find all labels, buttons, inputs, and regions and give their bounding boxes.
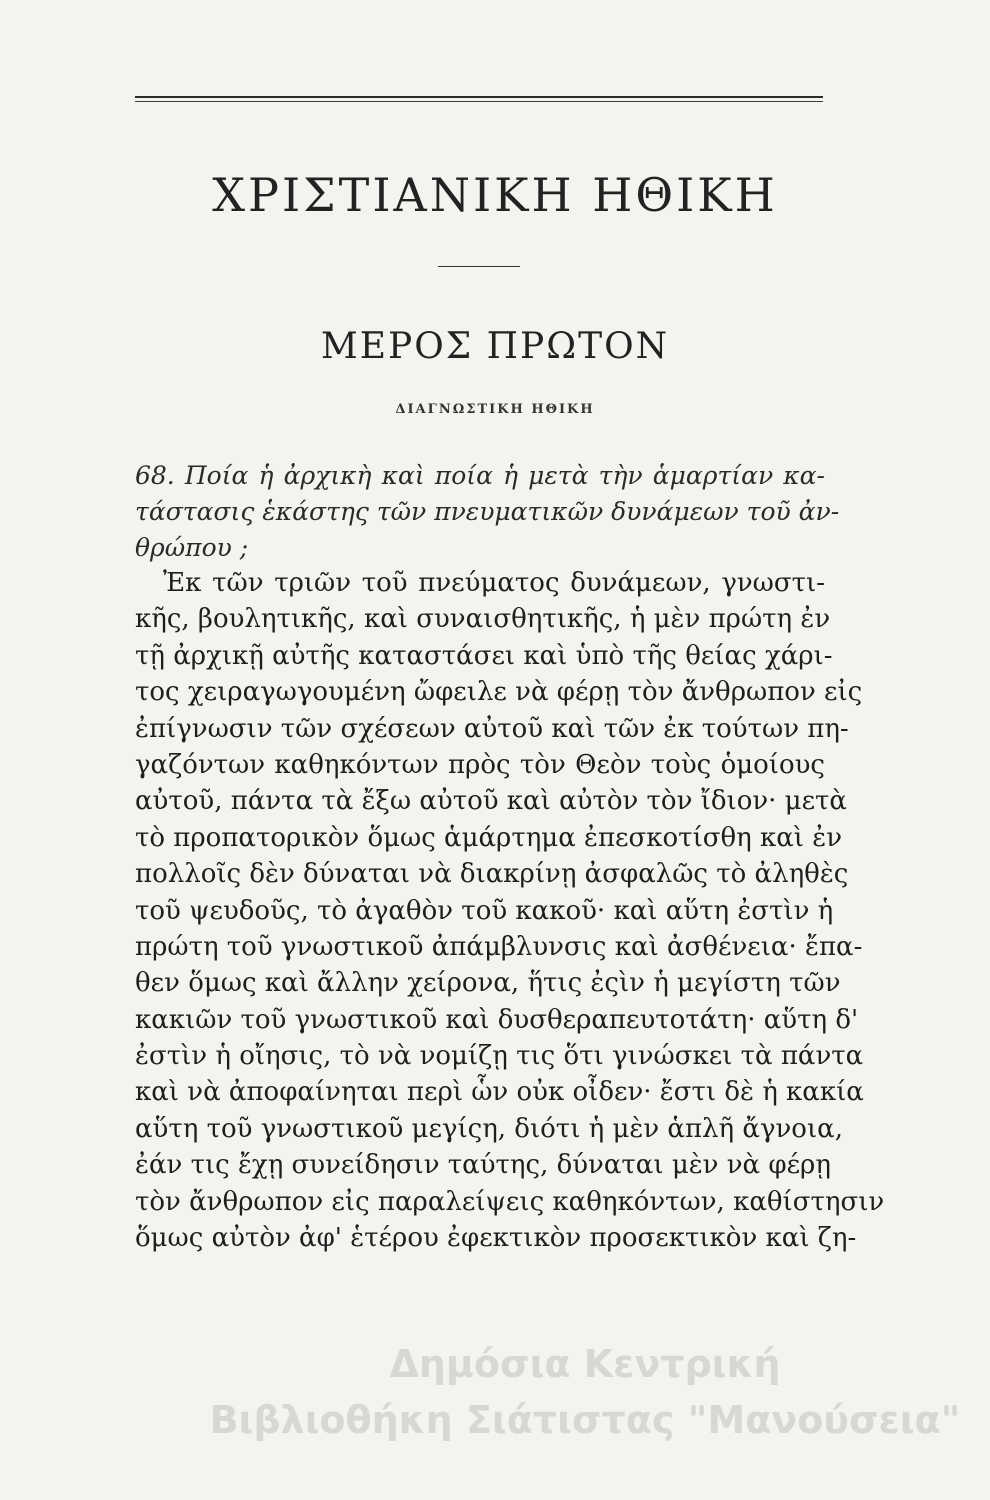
answer-line: ἐάν τις ἔχῃ συνείδησιν ταύτης, δύναται μὲν νὰ φέρῃ — [135, 1150, 831, 1181]
watermark-line: Βιβλιοθήκη Σιάτιστας "Μανούσεια" — [209, 1398, 961, 1442]
answer-line: τὸ προπατορικὸν ὅμως ἁμάρτημα ἐπεσκοτίσθη καὶ ἐν — [135, 822, 843, 853]
answer-line: αὕτη τοῦ γνωστικοῦ μεγίςη, διότι ἡ μὲν ἁπλῆ ἄγνοια, — [135, 1113, 843, 1144]
answer-line: τοῦ ψευδοῦς, τὸ ἀγαθὸν τοῦ κακοῦ· καὶ αὕτη ἐστὶν ἡ — [135, 895, 834, 926]
answer-line: ἐστὶν ἡ οἴησις, τὸ νὰ νομίζῃ τις ὅτι γινώσκει τὰ πάντα — [135, 1041, 864, 1072]
answer-line: καὶ νὰ ἀποφαίνηται περὶ ὧν οὐκ οἶδεν· ἔστι δὲ ἡ κακία — [135, 1077, 864, 1108]
title-divider — [438, 266, 520, 267]
top-double-rule — [135, 96, 823, 102]
answer-line: Ἐκ τῶν τριῶν τοῦ πνεύματος δυνάμεων, γνωστι- — [163, 568, 825, 598]
question-line — [135, 458, 825, 494]
question-block — [135, 458, 840, 566]
answer-body — [135, 565, 885, 1256]
answer-line: αὐτοῦ, πάντα τὰ ἔξω αὐτοῦ καὶ αὐτὸν τὸν ἴδιον· μετὰ — [135, 786, 847, 817]
answer-line: πρώτη τοῦ γνωστικοῦ ἀπάμβλυνσις καὶ ἀσθένεια· ἔπα- — [135, 931, 863, 962]
answer-line: τῇ ἀρχικῇ αὐτῆς καταστάσει καὶ ὑπὸ τῆς θείας χάρι- — [135, 640, 833, 671]
answer-line: γαζόντων καθηκόντων πρὸς τὸν Θεὸν τοὺς ὁμοίους — [135, 749, 825, 780]
library-watermark — [0, 1336, 990, 1448]
answer-line: κακιῶν τοῦ γνωστικοῦ καὶ δυσθεραπευτοτάτη· αὕτη δ' — [135, 1004, 859, 1035]
question-text: Ποία ἡ ἀρχικὴ καὶ ποία ἡ μετὰ τὴν ἁμαρτίαν κα- — [184, 461, 825, 490]
question-number: 68. — [135, 461, 175, 490]
answer-line: πολλοῖς δὲν δύναται νὰ διακρίνῃ ἀσφαλῶς τὸ ἀληθὲς — [135, 859, 849, 890]
part-heading: ΜΕΡΟΣ ΠΡΩΤΟΝ — [320, 326, 670, 367]
question-line: τάστασις ἑκάστης τῶν πνευματικῶν δυνάμεων τοῦ ἀν- — [135, 497, 840, 526]
answer-line: τος χειραγωγουμένη ὤφειλε νὰ φέρῃ τὸν ἄνθρωπον εἰς — [135, 677, 863, 708]
book-title: ΧΡΙΣΤΙΑΝΙΚΗ ΗΘΙΚΗ — [212, 168, 778, 222]
answer-line: τὸν ἄνθρωπον εἰς παραλείψεις καθηκόντων, καθίστησιν — [135, 1186, 885, 1217]
answer-line: ἐπίγνωσιν τῶν σχέσεων αὐτοῦ καὶ τῶν ἐκ τούτων πη- — [135, 713, 849, 744]
question-line: θρώπου ; — [135, 533, 249, 562]
watermark-line: Δημόσια Κεντρική — [389, 1342, 781, 1386]
answer-line: κῆς, βουλητικῆς, καὶ συναισθητικῆς, ἡ μὲν πρώτη ἐν — [135, 604, 831, 635]
section-subheading: ΔΙΑΓΝΩΣΤΙΚΗ ΗΘΙΚΗ — [395, 402, 595, 417]
answer-line: ὅμως αὐτὸν ἀφ' ἑτέρου ἐφεκτικὸν προσεκτικὸν καὶ ζη- — [135, 1223, 857, 1254]
answer-line: θεν ὅμως καὶ ἄλλην χείρονα, ἥτις ἐςὶν ἡ μεγίστη τῶν — [135, 968, 841, 999]
